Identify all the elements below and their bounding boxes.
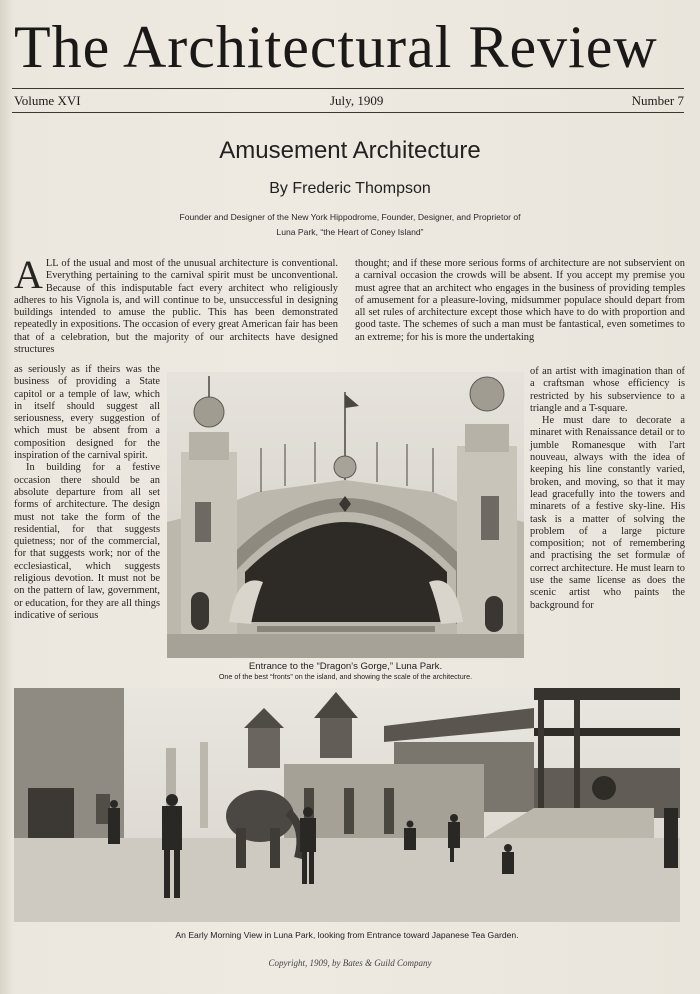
left-paragraph-2: In building for a festive occasion there should be an absolute departure from all set forms of architecture. The design must not take the form of the residential, for that suggests quietness; nor of the commercial, for that suggests work; nor of the ecclesiastical, which suggests religious devotion. It must not be on the pattern of law, government, or education, for they are all things indicative of serious [14,462,160,621]
masthead-title: The Architectural Review [14,14,658,80]
left-paragraph-1: as seriously as if theirs was the business of providing a State capitol or a temple of law, which in itself should suggest all seriousness, every suggestion of which must be absent from a composition designed for the inspiration of the carnival spirit. [14,364,160,462]
dragons-gorge-photo [167,372,524,658]
luna-park-photo [14,688,680,922]
article-byline: By Frederic Thompson [269,180,431,197]
right-column-intro [355,258,685,366]
figure-1-subcaption: One of the best “fronts” on the island, and showing the scale of the architecture. [218,672,473,681]
article-title: Amusement Architecture [219,137,481,164]
luna-park-illustration [14,688,680,922]
copyright-notice: Copyright, 1909, by Bates & Guild Company [268,958,432,968]
issue-bar [12,92,684,110]
masthead-rule-bottom [12,112,684,113]
left-column-narrow [14,364,160,664]
right-paragraph-1: of an artist with imagination than of a craftsman whose efficiency is restricted by his subservience to a triangle and a T-square. [530,366,685,414]
left-intro-text: LL of the usual and most of the unusual architecture is conventional. Everything pertaining to the carnival spirit must be unconventional. Because of this indisputable fact every architect who religiously adheres to his Vignola is, and will continue to be, unsuccessful in designing buildings intended to amuse the public. This has been demonstrated repeatedly in expositions. The occasion of every great American fair has been that of a celebration, but the majority of our architects have designed structures [14,258,338,356]
figure-1-caption: Entrance to the “Dragon's Gorge,” Luna Park. [248,661,443,672]
subtitle-line-2: Luna Park, “the Heart of Coney Island” [276,227,424,237]
left-column-intro [14,252,338,366]
issue-number: Number 7 [631,93,684,108]
right-paragraph-2: He must dare to decorate a minaret with Renaissance detail or to jumble Romanesque with l'art nouveau, always with the idea of keeping his line constantly varied, broken, and moving, so that it may lead gracefully into the towers and minarets of a festive sky-line. His task is a matter of solving the problem of a large picture composition; not of remembering and practising the set formulæ of correct architecture. He must learn to use the same license as does the scenic artist who paints the background for [530,415,685,611]
figure-2-caption: An Early Morning View in Luna Park, looking from Entrance toward Japanese Tea Garden. [175,930,519,940]
drop-cap: A [14,252,43,297]
issue-volume: Volume XVI [14,93,81,108]
article-subtitle [140,210,560,240]
right-intro-text: thought; and if these more serious forms of architecture are not subservient on a carnival occasion the crowds will be absent. If you accept my premise you must agree that an architect who engages in the business of providing temples of amusement for a pleasure-loving, midsummer populace should depart from all set rules of architecture except those which have to do with proportion and good taste. The schemes of such a man must be fantastical, even sometimes to an extreme; for his is more the undertaking [355,258,685,343]
issue-date: July, 1909 [330,93,384,108]
dragons-gorge-illustration [167,372,524,658]
right-column-narrow [530,366,685,666]
subtitle-line-1: Founder and Designer of the New York Hippodrome, Founder, Designer, and Proprietor of [179,212,521,222]
masthead-rule-top [12,88,684,89]
